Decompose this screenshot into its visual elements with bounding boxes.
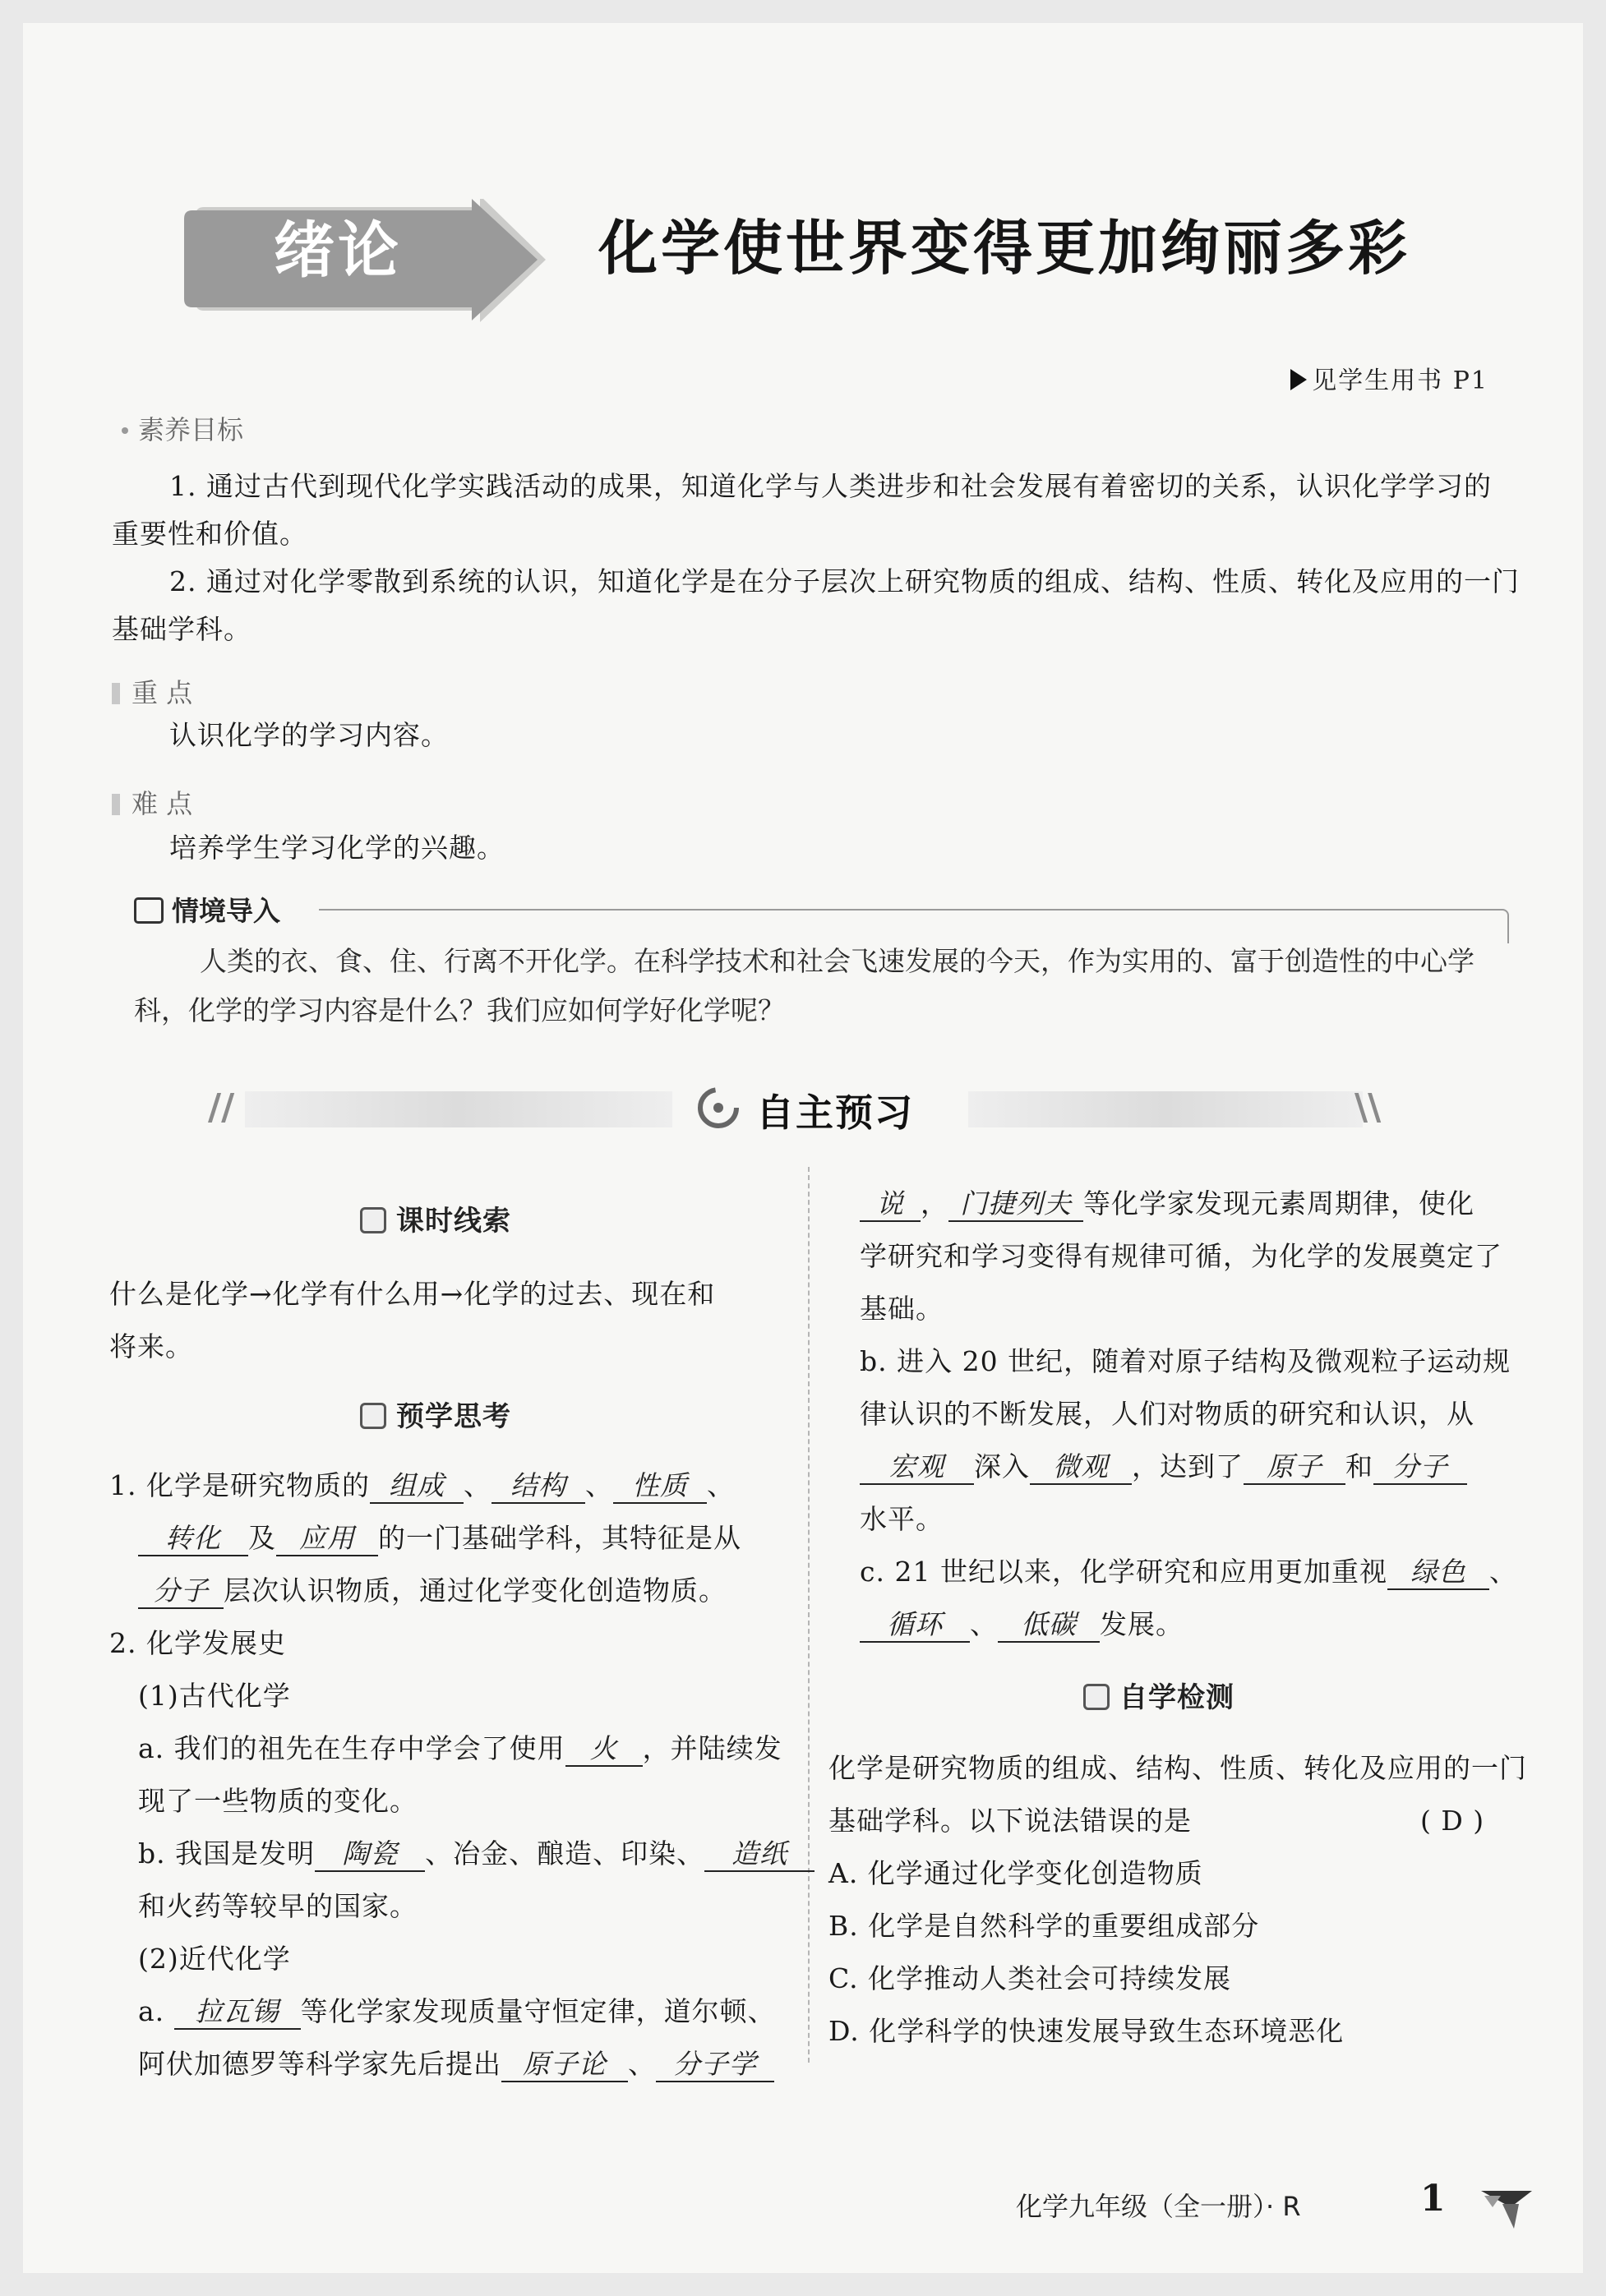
clue-line-1: 什么是化学→化学有什么用→化学的过去、现在和: [109, 1278, 716, 1310]
slash-icon: \\: [1354, 1086, 1382, 1128]
page: [23, 23, 1583, 2273]
ancient-heading: (1)古代化学: [138, 1680, 291, 1712]
checkbox-icon: [1083, 1684, 1110, 1710]
option-c: C. 化学推动人类社会可持续发展: [828, 1962, 1232, 1994]
clipboard-icon: [360, 1207, 386, 1233]
right-c-line-1: c. 21 世纪以来，化学研究和应用更加重视 绿色 、: [860, 1546, 1517, 1598]
right-b-line-3: 宏观 深入 微观 ，达到了 原子 和 分子: [860, 1441, 1467, 1493]
page-number: 1: [1420, 2178, 1446, 2220]
right-line-3: 基础。: [860, 1293, 944, 1325]
bar-icon: [112, 794, 120, 815]
intro-text: 人类的衣、食、住、行离不开化学。在科学技术和社会飞速发展的今天，作为实用的、富于创造性的中心学科，化学的学习内容是什么？我们应如何学好化学呢？: [134, 945, 1474, 1026]
ancient-a-line-2: 现了一些物质的变化。: [138, 1785, 418, 1817]
right-line-1: 说 ， 门捷列夫 等化学家发现元素周期律，使化: [860, 1178, 1474, 1230]
check-line-1: 化学是研究物质的组成、结构、性质、转化及应用的一门: [828, 1752, 1527, 1784]
section-band-left: [245, 1091, 672, 1127]
chat-icon: [134, 897, 164, 924]
modern-a-line-1: a. 拉瓦锡 等化学家发现质量守恒定律，道尔顿、: [138, 1985, 776, 2038]
q2-title: 2. 化学发展史: [109, 1627, 286, 1659]
page-title: 化学使世界变得更加绚丽多彩: [598, 214, 1411, 283]
footer-book: 化学九年级（全一册）· R: [1016, 2191, 1301, 2222]
key-point-text: 认识化学的学习内容。: [169, 719, 449, 751]
right-b-line-1: b. 进入 20 世纪，随着对原子结构及微观粒子运动规: [860, 1345, 1511, 1377]
intro-heading: 情境导入: [134, 890, 280, 929]
dot-icon: [122, 427, 128, 434]
section-title: 自主预习: [756, 1090, 914, 1135]
q1-line-3: 分子 层次认识物质，通过化学变化创造物质。: [138, 1565, 727, 1617]
difficulty-text: 培养学生学习化学的兴趣。: [169, 832, 505, 864]
goal-1-line-1: 1. 通过古代到现代化学实践活动的成果，知道化学与人类进步和社会发展有着密切的关系，认识化学学习的: [169, 470, 1492, 502]
spiral-icon: [695, 1085, 741, 1131]
clue-line-2: 将来。: [109, 1330, 193, 1362]
think-heading: 预学思考: [360, 1394, 511, 1434]
book-reference: [1290, 360, 1488, 396]
ancient-b-line-1: b. 我国是发明 陶瓷 、冶金、酿造、印染、 造纸: [138, 1828, 815, 1880]
right-b-line-2: 律认识的不断发展，人们对物质的研究和认识，从: [860, 1398, 1474, 1430]
option-d: D. 化学科学的快速发展导致生态环境恶化: [828, 2015, 1345, 2047]
difficulty-heading: 难 点: [112, 783, 192, 821]
check-heading: 自学检测: [1083, 1675, 1234, 1715]
option-b: B. 化学是自然科学的重要组成部分: [828, 1910, 1260, 1942]
right-c-line-2: 循环 、 低碳 发展。: [860, 1598, 1184, 1651]
check-line-2: 基础学科。以下说法错误的是: [828, 1805, 1192, 1837]
column-divider: [808, 1167, 810, 2063]
slash-icon: //: [208, 1086, 235, 1128]
modern-heading: (2)近代化学: [138, 1943, 291, 1975]
bar-icon: [112, 683, 120, 704]
right-b-line-4: 水平。: [860, 1503, 944, 1535]
goal-1-line-2: 重要性和价值。: [112, 518, 307, 550]
right-line-2: 学研究和学习变得有规律可循，为化学的发展奠定了: [860, 1240, 1502, 1272]
clue-heading: 课时线索: [360, 1198, 511, 1238]
section-band-right: [968, 1091, 1363, 1127]
reference-text: 见学生用书 P1: [1312, 367, 1488, 395]
q1-line-1: 1. 化学是研究物质的 组成 、 结构 、 性质 、: [109, 1459, 735, 1512]
check-answer: ( D ): [1420, 1805, 1485, 1837]
divider: [319, 909, 1502, 911]
option-a: A. 化学通过化学变化创造物质: [828, 1857, 1203, 1889]
chapter-label: 绪论: [274, 215, 402, 286]
goal-2-line-2: 基础学科。: [112, 613, 252, 645]
goal-2-line-1: 2. 通过对化学零散到系统的认识，知道化学是在分子层次上研究物质的组成、结构、性质、转化及应用的一门: [169, 565, 1520, 597]
ancient-a-line-1: a. 我们的祖先在生存中学会了使用 火 ，并陆续发: [138, 1722, 782, 1775]
corner-ornament-icon: [1478, 2183, 1535, 2232]
bubble-icon: [360, 1403, 386, 1429]
ancient-b-line-2: 和火药等较早的国家。: [138, 1890, 418, 1922]
q1-line-2: 转化 及 应用 的一门基础学科，其特征是从: [138, 1512, 741, 1565]
modern-a-line-2: 阿伏加德罗等科学家先后提出 原子论 、 分子学: [138, 2038, 774, 2091]
key-point-heading: 重 点: [112, 672, 192, 710]
goals-heading: 素养目标: [122, 409, 243, 447]
play-icon: [1290, 369, 1307, 390]
